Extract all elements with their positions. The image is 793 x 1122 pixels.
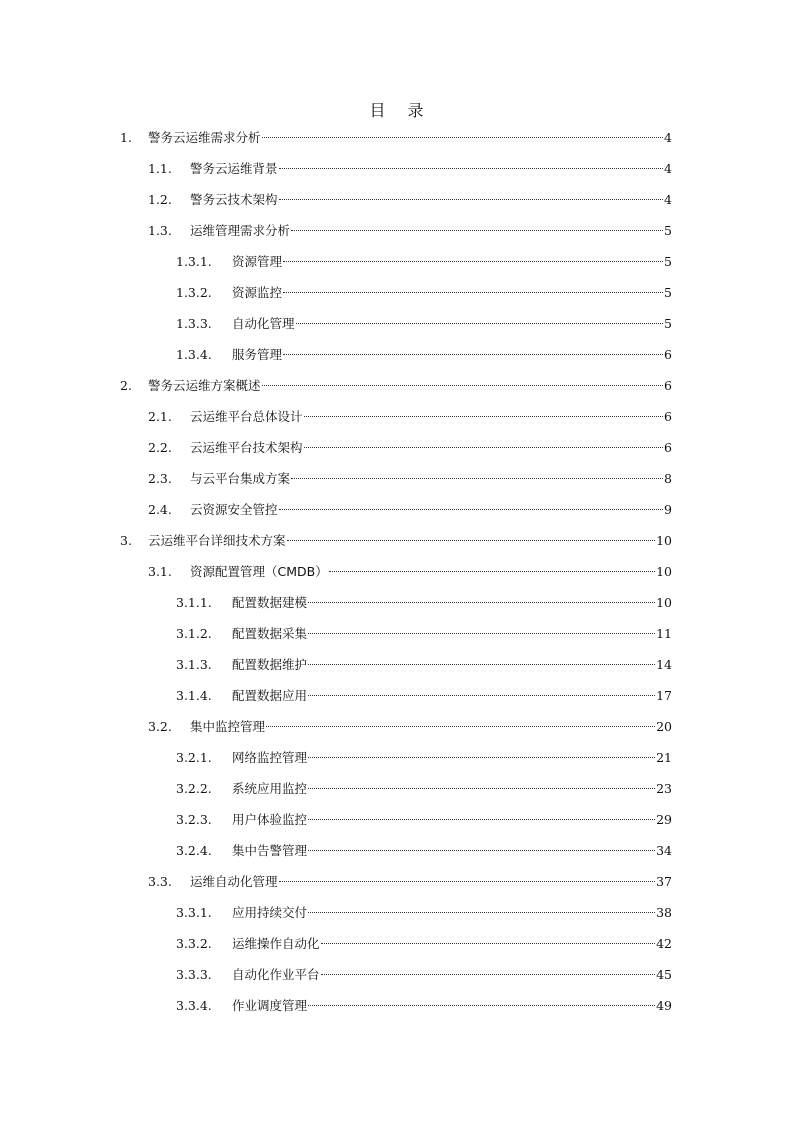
- toc-entry-page: 49: [656, 998, 672, 1013]
- toc-entry[interactable]: [148, 407, 672, 427]
- toc-leader-dots: [321, 974, 656, 975]
- toc-entry-number: 3.3.4.: [176, 998, 212, 1013]
- toc-entry-number: 1.3.3.: [176, 316, 212, 331]
- toc-entry-title: 配置数据采集: [232, 626, 308, 641]
- toc-entry-title: 配置数据维护: [232, 657, 308, 672]
- toc-entry-number: 3.3.2.: [176, 936, 212, 951]
- toc-leader-dots: [308, 664, 655, 665]
- toc-entry-number: 2.: [120, 378, 132, 393]
- toc-entry-number: 3.2.4.: [176, 843, 212, 858]
- toc-entry-title: 云运维平台详细技术方案: [148, 533, 286, 548]
- toc-entry[interactable]: [176, 314, 672, 334]
- toc-leader-dots: [308, 602, 655, 603]
- toc-entry-number: 2.1.: [148, 409, 172, 424]
- toc-entry-number: 1.3.: [148, 223, 172, 238]
- toc-leader-dots: [291, 230, 663, 231]
- toc-entry-number: 2.2.: [148, 440, 172, 455]
- toc-entry-number: 1.1.: [148, 161, 172, 176]
- toc-entry-number: 1.: [120, 130, 132, 145]
- toc-entry[interactable]: [120, 128, 672, 148]
- toc-leader-dots: [287, 540, 656, 541]
- toc-entry-number: 2.4.: [148, 502, 172, 517]
- toc-entry-title: 集中监控管理: [190, 719, 266, 734]
- toc-entry-number: 3.3.3.: [176, 967, 212, 982]
- toc-entry-title: 资源配置管理（CMDB）: [190, 564, 328, 579]
- toc-entry-number: 3.1.: [148, 564, 172, 579]
- toc-entry-page: 42: [656, 936, 672, 951]
- toc-leader-dots: [279, 199, 664, 200]
- toc-entry[interactable]: [176, 748, 672, 768]
- toc-entry-page: 45: [656, 967, 672, 982]
- toc-entry[interactable]: [176, 624, 672, 644]
- toc-entry-page: 5: [664, 223, 672, 238]
- toc-leader-dots: [308, 819, 655, 820]
- toc-entry-page: 10: [656, 595, 672, 610]
- toc-entry-title: 服务管理: [232, 347, 283, 362]
- toc-leader-dots: [308, 757, 655, 758]
- toc-entry[interactable]: [148, 159, 672, 179]
- toc-entry[interactable]: [176, 283, 672, 303]
- toc-entry[interactable]: [148, 562, 672, 582]
- toc-title-char-1: 目: [369, 101, 386, 120]
- toc-entry-page: 5: [664, 285, 672, 300]
- toc-entry[interactable]: [176, 841, 672, 861]
- toc-entry-number: 3.2.1.: [176, 750, 212, 765]
- toc-leader-dots: [308, 695, 655, 696]
- toc-entry-page: 6: [664, 440, 672, 455]
- toc-entry-title: 警务云运维需求分析: [148, 130, 261, 145]
- toc-leader-dots: [296, 323, 664, 324]
- toc-entry-title: 云运维平台总体设计: [190, 409, 303, 424]
- toc-title: [0, 100, 793, 122]
- toc-entry-number: 3.: [120, 533, 132, 548]
- toc-entry-page: 23: [656, 781, 672, 796]
- toc-entry-title: 资源监控: [232, 285, 283, 300]
- toc-entry[interactable]: [176, 686, 672, 706]
- toc-entry-title: 集中告警管理: [232, 843, 308, 858]
- toc-entry-number: 3.3.1.: [176, 905, 212, 920]
- toc-entry[interactable]: [148, 190, 672, 210]
- toc-entry-page: 6: [664, 378, 672, 393]
- toc-entry-number: 1.3.1.: [176, 254, 212, 269]
- toc-entry-title: 用户体验监控: [232, 812, 308, 827]
- toc-entry-page: 21: [656, 750, 672, 765]
- toc-entry-number: 3.2.: [148, 719, 172, 734]
- toc-entry[interactable]: [148, 500, 672, 520]
- toc-title-char-2: 录: [407, 101, 424, 120]
- toc-entry[interactable]: [120, 531, 672, 551]
- toc-leader-dots: [266, 726, 655, 727]
- toc-leader-dots: [279, 168, 664, 169]
- toc-entry-title: 自动化管理: [232, 316, 295, 331]
- toc-entry-number: 2.3.: [148, 471, 172, 486]
- toc-leader-dots: [283, 354, 663, 355]
- toc-entry[interactable]: [176, 593, 672, 613]
- toc-entry-number: 1.2.: [148, 192, 172, 207]
- toc-leader-dots: [321, 943, 656, 944]
- toc-entry[interactable]: [176, 810, 672, 830]
- toc-entry-page: 8: [664, 471, 672, 486]
- toc-leader-dots: [262, 137, 664, 138]
- toc-entry-page: 34: [656, 843, 672, 858]
- toc-entry[interactable]: [176, 996, 672, 1016]
- toc-entry-page: 20: [656, 719, 672, 734]
- toc-entry-page: 6: [664, 347, 672, 362]
- toc-entry-page: 17: [656, 688, 672, 703]
- toc-entry-title: 与云平台集成方案: [190, 471, 291, 486]
- toc-leader-dots: [283, 292, 663, 293]
- toc-entry-page: 37: [656, 874, 672, 889]
- toc-entry-page: 5: [664, 316, 672, 331]
- toc-leader-dots: [308, 633, 655, 634]
- toc-entry[interactable]: [148, 717, 672, 737]
- toc-entry-page: 38: [656, 905, 672, 920]
- toc-entry[interactable]: [176, 934, 672, 954]
- toc-leader-dots: [283, 261, 663, 262]
- toc-entry-title: 警务云运维背景: [190, 161, 278, 176]
- toc-entry[interactable]: [176, 345, 672, 365]
- toc-entry-number: 3.1.4.: [176, 688, 212, 703]
- toc-entry-page: 14: [656, 657, 672, 672]
- toc-entry-title: 作业调度管理: [232, 998, 308, 1013]
- toc-entry-page: 4: [664, 130, 672, 145]
- toc-entry-number: 3.3.: [148, 874, 172, 889]
- toc-leader-dots: [308, 1005, 655, 1006]
- toc-entry[interactable]: [148, 872, 672, 892]
- toc-entry[interactable]: [120, 376, 672, 396]
- toc-entry-title: 云运维平台技术架构: [190, 440, 303, 455]
- toc-entry-page: 6: [664, 409, 672, 424]
- toc-entry-number: 3.2.2.: [176, 781, 212, 796]
- toc-entry[interactable]: [176, 903, 672, 923]
- toc-entry[interactable]: [176, 655, 672, 675]
- toc-leader-dots: [279, 509, 664, 510]
- toc-entry-number: 1.3.2.: [176, 285, 212, 300]
- toc-leader-dots: [308, 788, 655, 789]
- toc-entry[interactable]: [148, 438, 672, 458]
- toc-entry-title: 运维自动化管理: [190, 874, 278, 889]
- toc-entry-number: 3.1.2.: [176, 626, 212, 641]
- toc-entry-title: 网络监控管理: [232, 750, 308, 765]
- toc-entry-title: 资源管理: [232, 254, 283, 269]
- toc-entry-page: 4: [664, 192, 672, 207]
- toc-entry-title: 配置数据应用: [232, 688, 308, 703]
- toc-entry[interactable]: [176, 779, 672, 799]
- toc-leader-dots: [304, 447, 664, 448]
- toc-entry-number: 3.1.1.: [176, 595, 212, 610]
- toc-entry-title: 警务云运维方案概述: [148, 378, 261, 393]
- toc-entry-number: 3.2.3.: [176, 812, 212, 827]
- toc-entry-page: 29: [656, 812, 672, 827]
- toc-leader-dots: [308, 850, 655, 851]
- toc-entry[interactable]: [148, 469, 672, 489]
- toc-entry[interactable]: [148, 221, 672, 241]
- toc-entry-title: 自动化作业平台: [232, 967, 320, 982]
- toc-entry-title: 系统应用监控: [232, 781, 308, 796]
- toc-leader-dots: [279, 881, 656, 882]
- toc-entry-page: 5: [664, 254, 672, 269]
- toc-entry-page: 10: [656, 533, 672, 548]
- toc-entry-page: 4: [664, 161, 672, 176]
- toc-entry-number: 3.1.3.: [176, 657, 212, 672]
- toc-entry-title: 警务云技术架构: [190, 192, 278, 207]
- toc-entry[interactable]: [176, 252, 672, 272]
- toc-entry-title: 配置数据建模: [232, 595, 308, 610]
- toc-entry-page: 9: [664, 502, 672, 517]
- toc-entry-number: 1.3.4.: [176, 347, 212, 362]
- toc-leader-dots: [329, 571, 655, 572]
- toc-leader-dots: [308, 912, 655, 913]
- toc-entry-title: 运维操作自动化: [232, 936, 320, 951]
- toc-entry-title: 云资源安全管控: [190, 502, 278, 517]
- toc-leader-dots: [291, 478, 663, 479]
- toc-entry-title: 应用持续交付: [232, 905, 308, 920]
- toc-entry-page: 10: [656, 564, 672, 579]
- toc-entry[interactable]: [176, 965, 672, 985]
- toc-leader-dots: [262, 385, 664, 386]
- toc-entry-page: 11: [656, 626, 672, 641]
- toc-leader-dots: [304, 416, 664, 417]
- toc-entry-title: 运维管理需求分析: [190, 223, 291, 238]
